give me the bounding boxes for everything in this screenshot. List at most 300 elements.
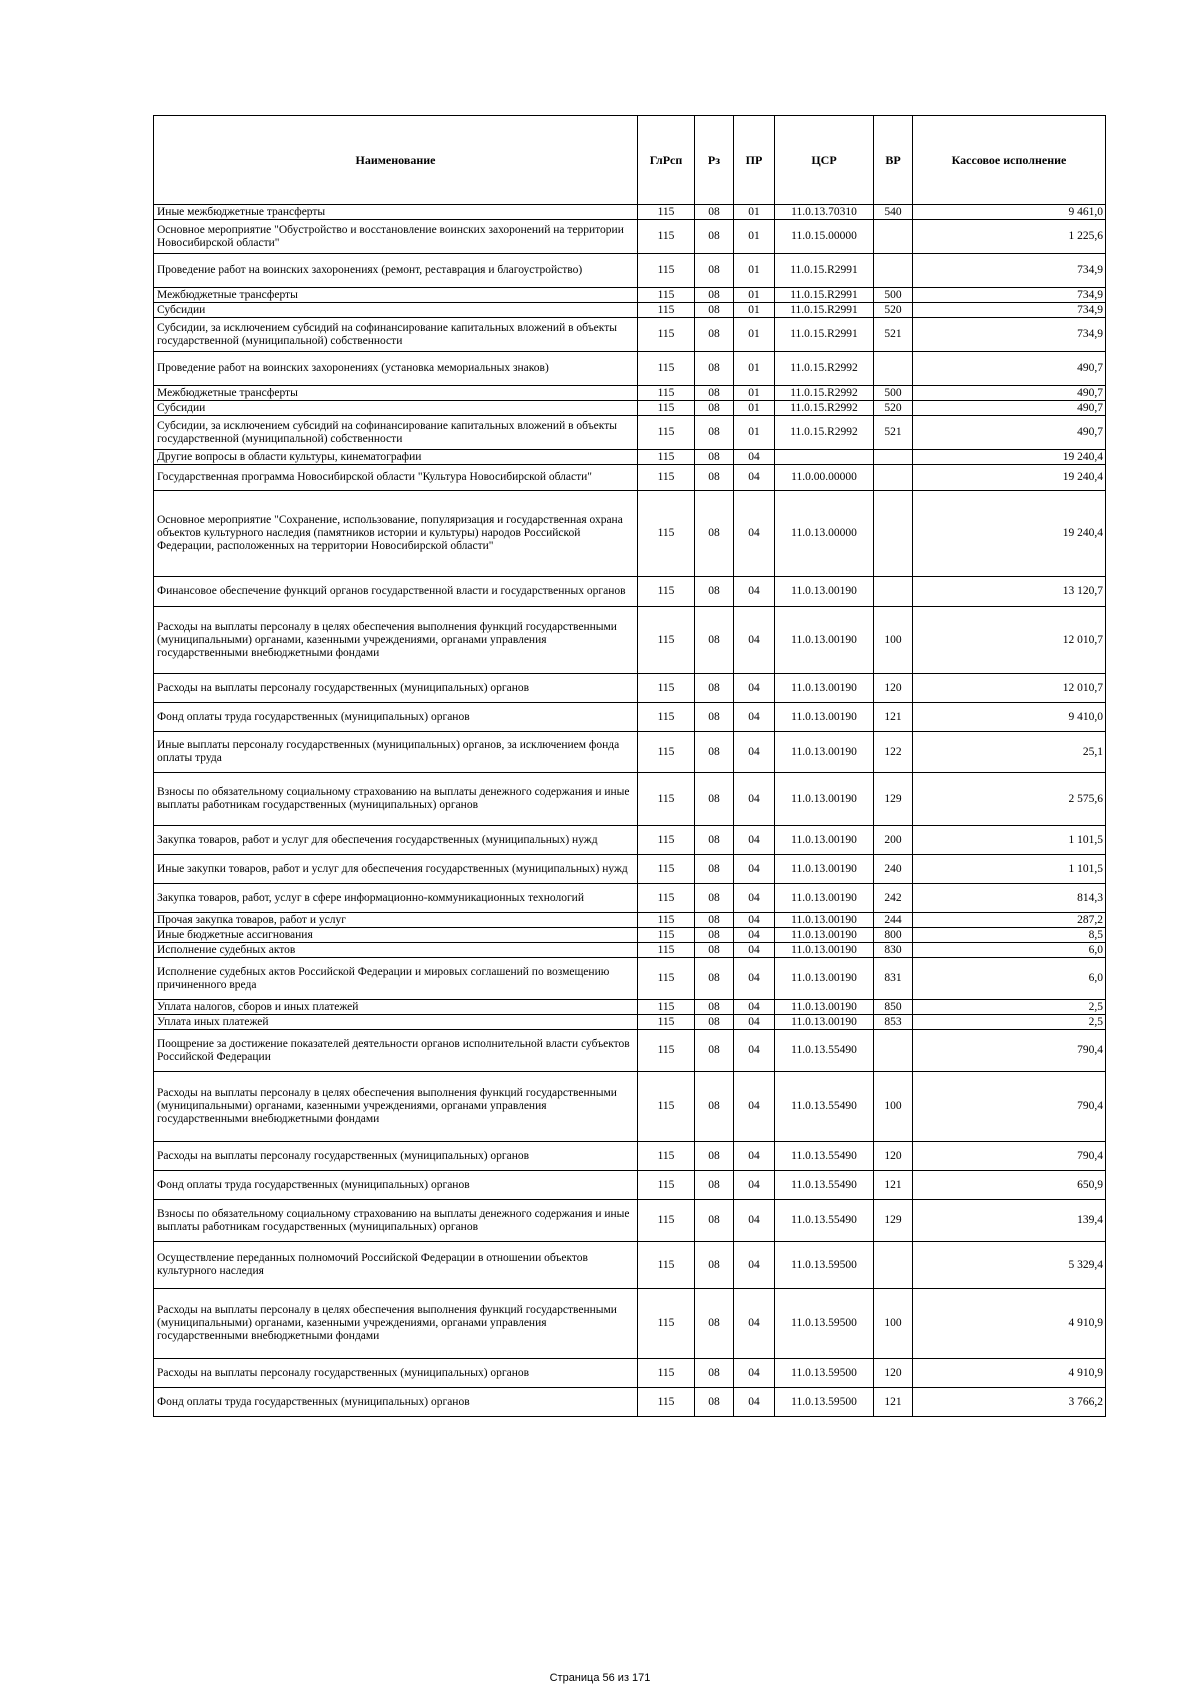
row-name-cell: Фонд оплаты труда государственных (муниципальных) органов [154,1388,638,1417]
row-csr-cell: 11.0.13.00190 [775,943,874,958]
row-amount-cell: 9 410,0 [913,703,1106,732]
row-amount-cell: 490,7 [913,401,1106,416]
row-glrsp-cell: 115 [638,303,695,318]
row-csr-cell: 11.0.13.00190 [775,826,874,855]
row-rz-cell: 08 [695,1359,734,1388]
row-glrsp-cell: 115 [638,416,695,450]
row-rz-cell: 08 [695,826,734,855]
row-amount-cell: 734,9 [913,254,1106,288]
table-row [154,1289,1106,1359]
row-glrsp-cell: 115 [638,928,695,943]
row-csr-cell: 11.0.15.R2991 [775,318,874,352]
row-amount-cell: 4 910,9 [913,1289,1106,1359]
row-name-cell: Основное мероприятие "Сохранение, использование, популяризация и государственная охрана объектов культурного наследия (памятников истории и культуры) народов Российской Федерации, расположенных на территории Новосибирской области" [154,491,638,577]
header-pr: ПР [734,116,775,205]
row-csr-cell: 11.0.15.R2992 [775,416,874,450]
row-csr-cell: 11.0.13.00190 [775,732,874,773]
row-amount-cell: 2,5 [913,1015,1106,1030]
row-glrsp-cell: 115 [638,577,695,607]
table-row [154,1388,1106,1417]
row-glrsp-cell: 115 [638,884,695,913]
row-rz-cell: 08 [695,913,734,928]
row-vr-cell: 242 [874,884,913,913]
header-amount: Кассовое исполнение [913,116,1106,205]
table-body [154,205,1106,1417]
row-rz-cell: 08 [695,491,734,577]
row-glrsp-cell: 115 [638,288,695,303]
table-row [154,928,1106,943]
row-vr-cell: 850 [874,1000,913,1015]
row-pr-cell: 04 [734,1015,775,1030]
row-name-cell: Межбюджетные трансферты [154,288,638,303]
row-name-cell: Фонд оплаты труда государственных (муниципальных) органов [154,1171,638,1200]
row-vr-cell: 830 [874,943,913,958]
row-glrsp-cell: 115 [638,1200,695,1242]
row-glrsp-cell: 115 [638,1388,695,1417]
table-row [154,1200,1106,1242]
row-pr-cell: 04 [734,913,775,928]
row-glrsp-cell: 115 [638,1015,695,1030]
row-vr-cell [874,465,913,491]
row-rz-cell: 08 [695,1015,734,1030]
row-glrsp-cell: 115 [638,1072,695,1142]
row-glrsp-cell: 115 [638,773,695,826]
row-rz-cell: 08 [695,205,734,220]
row-name-cell: Проведение работ на воинских захоронениях (установка мемориальных знаков) [154,352,638,386]
row-csr-cell: 11.0.13.59500 [775,1359,874,1388]
row-rz-cell: 08 [695,1142,734,1171]
row-rz-cell: 08 [695,254,734,288]
row-csr-cell: 11.0.13.55490 [775,1072,874,1142]
row-glrsp-cell: 115 [638,1242,695,1289]
row-amount-cell: 490,7 [913,352,1106,386]
table-row [154,855,1106,884]
row-glrsp-cell: 115 [638,450,695,465]
row-rz-cell: 08 [695,884,734,913]
row-name-cell: Иные межбюджетные трансферты [154,205,638,220]
row-glrsp-cell: 115 [638,1289,695,1359]
table-row [154,1242,1106,1289]
row-vr-cell: 100 [874,1072,913,1142]
row-vr-cell: 120 [874,674,913,703]
row-name-cell: Расходы на выплаты персоналу государственных (муниципальных) органов [154,1142,638,1171]
row-amount-cell: 790,4 [913,1142,1106,1171]
row-name-cell: Расходы на выплаты персоналу в целях обеспечения выполнения функций государственными (муниципальными) органами, казенными учреждениями, органами управления государственными внебюджетными фондами [154,1072,638,1142]
row-glrsp-cell: 115 [638,318,695,352]
row-rz-cell: 08 [695,674,734,703]
row-glrsp-cell: 115 [638,386,695,401]
table-row [154,254,1106,288]
row-amount-cell: 734,9 [913,303,1106,318]
row-vr-cell: 540 [874,205,913,220]
row-glrsp-cell: 115 [638,826,695,855]
row-pr-cell: 04 [734,773,775,826]
row-glrsp-cell: 115 [638,254,695,288]
row-glrsp-cell: 115 [638,205,695,220]
row-amount-cell: 287,2 [913,913,1106,928]
row-rz-cell: 08 [695,855,734,884]
row-pr-cell: 04 [734,1242,775,1289]
row-rz-cell: 08 [695,1000,734,1015]
row-glrsp-cell: 115 [638,352,695,386]
row-glrsp-cell: 115 [638,491,695,577]
row-amount-cell: 8,5 [913,928,1106,943]
row-pr-cell: 04 [734,855,775,884]
row-rz-cell: 08 [695,1200,734,1242]
row-name-cell: Расходы на выплаты персоналу в целях обеспечения выполнения функций государственными (муниципальными) органами, казенными учреждениями, органами управления государственными внебюджетными фондами [154,607,638,674]
row-rz-cell: 08 [695,703,734,732]
row-vr-cell: 853 [874,1015,913,1030]
row-name-cell: Государственная программа Новосибирской области "Культура Новосибирской области" [154,465,638,491]
row-name-cell: Исполнение судебных актов Российской Федерации и мировых соглашений по возмещению причиненного вреда [154,958,638,1000]
table-row [154,1072,1106,1142]
row-pr-cell: 01 [734,386,775,401]
row-csr-cell: 11.0.15.R2992 [775,352,874,386]
row-vr-cell [874,254,913,288]
row-rz-cell: 08 [695,732,734,773]
row-name-cell: Исполнение судебных актов [154,943,638,958]
row-vr-cell: 100 [874,1289,913,1359]
row-name-cell: Расходы на выплаты персоналу государственных (муниципальных) органов [154,674,638,703]
row-rz-cell: 08 [695,450,734,465]
row-amount-cell: 9 461,0 [913,205,1106,220]
table-row [154,1000,1106,1015]
row-rz-cell: 08 [695,1242,734,1289]
table-row [154,674,1106,703]
row-vr-cell: 120 [874,1359,913,1388]
row-csr-cell: 11.0.13.00190 [775,703,874,732]
row-rz-cell: 08 [695,220,734,254]
row-pr-cell: 04 [734,703,775,732]
table-row [154,1359,1106,1388]
row-vr-cell: 520 [874,303,913,318]
row-pr-cell: 01 [734,205,775,220]
row-vr-cell: 521 [874,318,913,352]
row-pr-cell: 04 [734,1200,775,1242]
row-amount-cell: 2 575,6 [913,773,1106,826]
row-csr-cell: 11.0.13.55490 [775,1030,874,1072]
row-pr-cell: 04 [734,732,775,773]
row-amount-cell: 490,7 [913,386,1106,401]
row-amount-cell: 6,0 [913,943,1106,958]
row-rz-cell: 08 [695,943,734,958]
row-csr-cell: 11.0.13.59500 [775,1242,874,1289]
row-pr-cell: 01 [734,220,775,254]
row-pr-cell: 04 [734,674,775,703]
row-pr-cell: 04 [734,884,775,913]
table-row [154,205,1106,220]
row-vr-cell [874,491,913,577]
row-name-cell: Закупка товаров, работ и услуг для обеспечения государственных (муниципальных) нужд [154,826,638,855]
row-pr-cell: 04 [734,1171,775,1200]
row-rz-cell: 08 [695,1072,734,1142]
table-row [154,1015,1106,1030]
table-row [154,826,1106,855]
row-name-cell: Прочая закупка товаров, работ и услуг [154,913,638,928]
row-name-cell: Межбюджетные трансферты [154,386,638,401]
row-amount-cell: 734,9 [913,318,1106,352]
row-vr-cell [874,1242,913,1289]
header-name: Наименование [154,116,638,205]
row-vr-cell: 122 [874,732,913,773]
table-row [154,773,1106,826]
table-row [154,1030,1106,1072]
row-csr-cell: 11.0.15.R2991 [775,288,874,303]
row-name-cell: Фонд оплаты труда государственных (муниципальных) органов [154,703,638,732]
header-rz: Рз [695,116,734,205]
row-name-cell: Субсидии [154,401,638,416]
row-vr-cell [874,220,913,254]
row-csr-cell: 11.0.13.00190 [775,1015,874,1030]
row-name-cell: Уплата иных платежей [154,1015,638,1030]
row-amount-cell: 2,5 [913,1000,1106,1015]
table-row [154,491,1106,577]
row-csr-cell: 11.0.13.00190 [775,773,874,826]
row-pr-cell: 01 [734,318,775,352]
row-amount-cell: 139,4 [913,1200,1106,1242]
row-amount-cell: 12 010,7 [913,674,1106,703]
row-vr-cell [874,1030,913,1072]
row-rz-cell: 08 [695,577,734,607]
row-name-cell: Закупка товаров, работ, услуг в сфере информационно-коммуникационных технологий [154,884,638,913]
row-vr-cell: 129 [874,773,913,826]
row-name-cell: Проведение работ на воинских захоронениях (ремонт, реставрация и благоустройство) [154,254,638,288]
row-pr-cell: 04 [734,928,775,943]
row-csr-cell: 11.0.13.70310 [775,205,874,220]
row-rz-cell: 08 [695,288,734,303]
row-amount-cell: 790,4 [913,1072,1106,1142]
row-glrsp-cell: 115 [638,220,695,254]
table-row [154,401,1106,416]
row-vr-cell: 120 [874,1142,913,1171]
row-glrsp-cell: 115 [638,958,695,1000]
row-name-cell: Уплата налогов, сборов и иных платежей [154,1000,638,1015]
table-row [154,303,1106,318]
table-row [154,318,1106,352]
row-amount-cell: 3 766,2 [913,1388,1106,1417]
table-row [154,352,1106,386]
row-csr-cell: 11.0.15.R2991 [775,254,874,288]
row-rz-cell: 08 [695,1171,734,1200]
row-vr-cell: 240 [874,855,913,884]
table-row [154,732,1106,773]
row-vr-cell: 244 [874,913,913,928]
table-row [154,913,1106,928]
table-row [154,958,1106,1000]
row-name-cell: Основное мероприятие "Обустройство и восстановление воинских захоронений на территории Новосибирской области" [154,220,638,254]
row-amount-cell: 814,3 [913,884,1106,913]
row-pr-cell: 04 [734,943,775,958]
row-pr-cell: 04 [734,1142,775,1171]
row-pr-cell: 01 [734,254,775,288]
row-csr-cell: 11.0.13.00190 [775,674,874,703]
row-csr-cell: 11.0.15.R2992 [775,386,874,401]
row-name-cell: Расходы на выплаты персоналу в целях обеспечения выполнения функций государственными (муниципальными) органами, казенными учреждениями, органами управления государственными внебюджетными фондами [154,1289,638,1359]
header-csr: ЦСР [775,116,874,205]
row-glrsp-cell: 115 [638,1142,695,1171]
row-rz-cell: 08 [695,1289,734,1359]
row-csr-cell: 11.0.13.00190 [775,884,874,913]
row-vr-cell: 129 [874,1200,913,1242]
table-row [154,577,1106,607]
row-csr-cell: 11.0.13.00190 [775,607,874,674]
row-glrsp-cell: 115 [638,1030,695,1072]
row-name-cell: Иные бюджетные ассигнования [154,928,638,943]
row-amount-cell: 6,0 [913,958,1106,1000]
row-vr-cell: 121 [874,1388,913,1417]
row-pr-cell: 01 [734,401,775,416]
row-pr-cell: 04 [734,450,775,465]
row-rz-cell: 08 [695,928,734,943]
row-glrsp-cell: 115 [638,732,695,773]
row-csr-cell: 11.0.13.00190 [775,577,874,607]
row-glrsp-cell: 115 [638,674,695,703]
row-vr-cell [874,577,913,607]
row-csr-cell: 11.0.13.00190 [775,1000,874,1015]
row-glrsp-cell: 115 [638,703,695,732]
row-amount-cell: 1 101,5 [913,826,1106,855]
table-row [154,1142,1106,1171]
row-pr-cell: 04 [734,607,775,674]
row-pr-cell: 04 [734,491,775,577]
row-csr-cell: 11.0.15.00000 [775,220,874,254]
row-amount-cell: 19 240,4 [913,450,1106,465]
row-pr-cell: 04 [734,1359,775,1388]
row-csr-cell: 11.0.13.55490 [775,1171,874,1200]
row-glrsp-cell: 115 [638,943,695,958]
header-vr: ВР [874,116,913,205]
row-amount-cell: 25,1 [913,732,1106,773]
row-glrsp-cell: 115 [638,1171,695,1200]
row-rz-cell: 08 [695,958,734,1000]
row-vr-cell: 121 [874,703,913,732]
row-amount-cell: 4 910,9 [913,1359,1106,1388]
row-pr-cell: 04 [734,577,775,607]
table-row [154,416,1106,450]
row-pr-cell: 04 [734,1030,775,1072]
row-csr-cell [775,450,874,465]
row-amount-cell: 12 010,7 [913,607,1106,674]
row-pr-cell: 04 [734,465,775,491]
row-amount-cell: 490,7 [913,416,1106,450]
row-name-cell: Расходы на выплаты персоналу государственных (муниципальных) органов [154,1359,638,1388]
row-name-cell: Иные выплаты персоналу государственных (муниципальных) органов, за исключением фонда оплаты труда [154,732,638,773]
row-pr-cell: 04 [734,1000,775,1015]
row-pr-cell: 04 [734,1072,775,1142]
table-row [154,220,1106,254]
row-amount-cell: 19 240,4 [913,491,1106,577]
table-row [154,465,1106,491]
row-vr-cell: 200 [874,826,913,855]
row-glrsp-cell: 115 [638,1000,695,1015]
table-row [154,884,1106,913]
row-vr-cell [874,352,913,386]
table-row [154,288,1106,303]
row-vr-cell: 520 [874,401,913,416]
row-csr-cell: 11.0.13.59500 [775,1289,874,1359]
row-rz-cell: 08 [695,416,734,450]
row-glrsp-cell: 115 [638,401,695,416]
row-csr-cell: 11.0.15.R2992 [775,401,874,416]
row-amount-cell: 19 240,4 [913,465,1106,491]
row-csr-cell: 11.0.13.00190 [775,913,874,928]
row-csr-cell: 11.0.13.00190 [775,855,874,884]
row-amount-cell: 1 225,6 [913,220,1106,254]
page-number: Страница 56 из 171 [549,1672,651,1684]
row-vr-cell: 521 [874,416,913,450]
row-csr-cell: 11.0.13.55490 [775,1200,874,1242]
row-pr-cell: 01 [734,288,775,303]
row-csr-cell: 11.0.13.00190 [775,958,874,1000]
row-rz-cell: 08 [695,303,734,318]
row-rz-cell: 08 [695,607,734,674]
row-pr-cell: 04 [734,958,775,1000]
row-name-cell: Взносы по обязательному социальному страхованию на выплаты денежного содержания и иные выплаты работникам государственных (муниципальных) органов [154,1200,638,1242]
row-glrsp-cell: 115 [638,607,695,674]
row-pr-cell: 01 [734,352,775,386]
table-row [154,703,1106,732]
row-glrsp-cell: 115 [638,913,695,928]
row-csr-cell: 11.0.13.59500 [775,1388,874,1417]
row-vr-cell: 121 [874,1171,913,1200]
row-csr-cell: 11.0.13.55490 [775,1142,874,1171]
row-rz-cell: 08 [695,1030,734,1072]
table-row [154,607,1106,674]
row-name-cell: Другие вопросы в области культуры, кинематографии [154,450,638,465]
row-name-cell: Финансовое обеспечение функций органов государственной власти и государственных органов [154,577,638,607]
row-rz-cell: 08 [695,401,734,416]
row-csr-cell: 11.0.00.00000 [775,465,874,491]
row-vr-cell: 500 [874,386,913,401]
row-vr-cell: 800 [874,928,913,943]
table-row [154,386,1106,401]
row-amount-cell: 13 120,7 [913,577,1106,607]
row-vr-cell: 831 [874,958,913,1000]
table-row [154,450,1106,465]
row-amount-cell: 734,9 [913,288,1106,303]
row-rz-cell: 08 [695,386,734,401]
row-amount-cell: 650,9 [913,1171,1106,1200]
row-name-cell: Иные закупки товаров, работ и услуг для обеспечения государственных (муниципальных) нужд [154,855,638,884]
row-pr-cell: 04 [734,1388,775,1417]
row-pr-cell: 01 [734,303,775,318]
row-rz-cell: 08 [695,1388,734,1417]
row-name-cell: Субсидии, за исключением субсидий на софинансирование капитальных вложений в объекты государственной (муниципальной) собственности [154,318,638,352]
row-csr-cell: 11.0.15.R2991 [775,303,874,318]
row-name-cell: Субсидии, за исключением субсидий на софинансирование капитальных вложений в объекты государственной (муниципальной) собственности [154,416,638,450]
table-row [154,943,1106,958]
row-rz-cell: 08 [695,773,734,826]
row-glrsp-cell: 115 [638,855,695,884]
row-rz-cell: 08 [695,318,734,352]
table-row [154,1171,1106,1200]
row-amount-cell: 790,4 [913,1030,1106,1072]
row-vr-cell [874,450,913,465]
header-row [154,116,1106,205]
row-name-cell: Субсидии [154,303,638,318]
row-pr-cell: 01 [734,416,775,450]
row-rz-cell: 08 [695,465,734,491]
row-name-cell: Поощрение за достижение показателей деятельности органов исполнительной власти субъектов Российской Федерации [154,1030,638,1072]
row-glrsp-cell: 115 [638,465,695,491]
header-glrsp: ГлРсп [638,116,695,205]
budget-table [153,115,1106,1417]
row-amount-cell: 1 101,5 [913,855,1106,884]
row-name-cell: Взносы по обязательному социальному страхованию на выплаты денежного содержания и иные выплаты работникам государственных (муниципальных) органов [154,773,638,826]
row-pr-cell: 04 [734,826,775,855]
row-amount-cell: 5 329,4 [913,1242,1106,1289]
row-pr-cell: 04 [734,1289,775,1359]
